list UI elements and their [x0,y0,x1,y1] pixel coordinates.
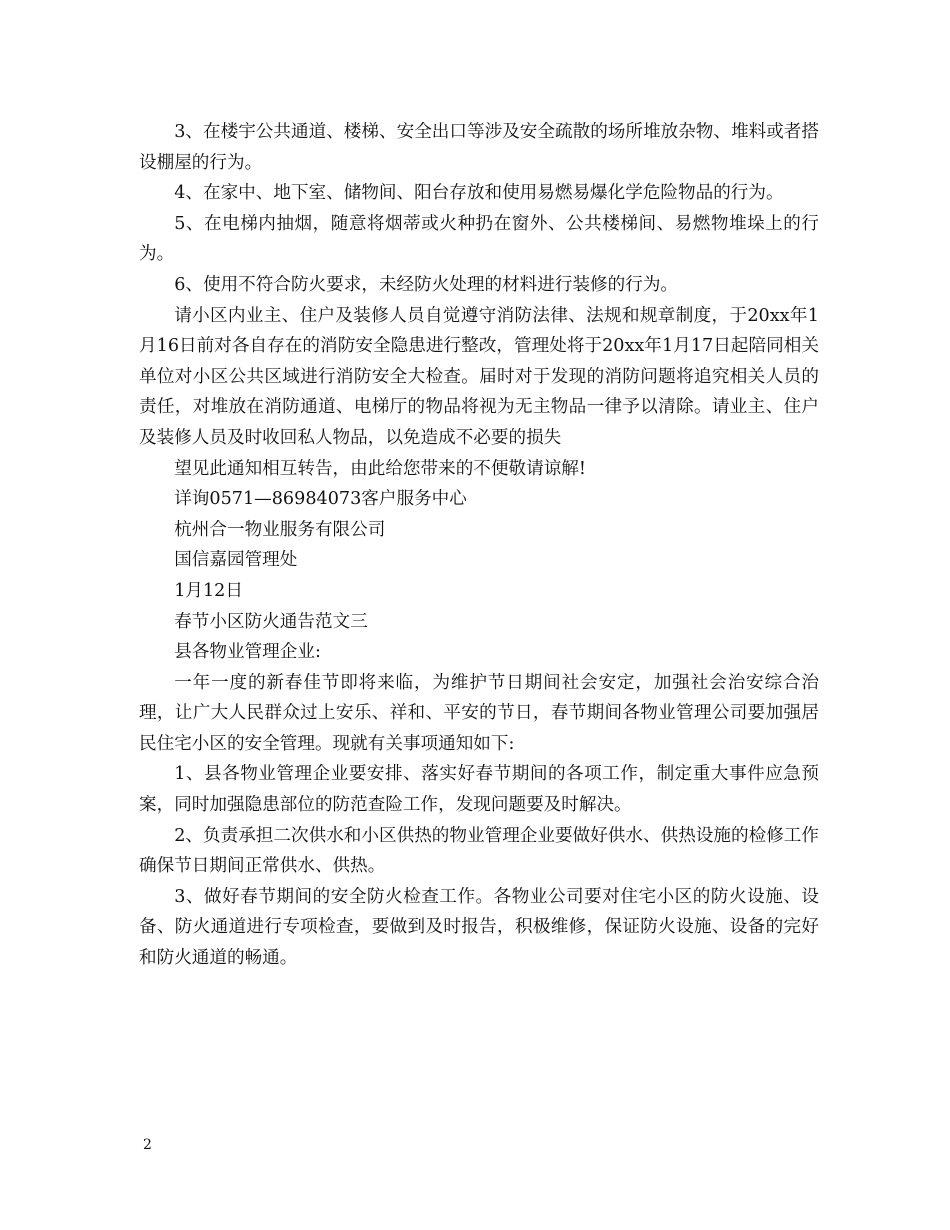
paragraph-item-4: 4、在家中、地下室、储物间、阳台存放和使用易燃易爆化学危险物品的行为。 [174,183,784,204]
office-name: 国信嘉园管理处 [174,550,298,571]
paragraph-intro: 一年一度的新春佳节即将来临，为维护节日期间社会安定，加强社会治安综合治理，让广大人民群众过上安乐、祥和、平安的节日，春节期间各物业管理公司要加强居民住宅小区的安全管理。现就有关事项通知如下: [139,672,819,754]
paragraph-item-2: 2、负责承担二次供水和小区供热的物业管理企业要做好供水、供热设施的检修工作确保节日期间正常供水、供热。 [139,825,819,877]
paragraph-apology: 望见此通知相互转告，由此给您带来的不便敬请谅解! [174,458,586,479]
notice-date: 1月12日 [174,580,243,601]
paragraph-item-3-fire-check: 3、做好春节期间的安全防火检查工作。各物业公司要对住宅小区的防火设施、设备、防火通道进行专项检查，要做到及时报告，积极维修，保证防火设施、设备的完好和防火通道的畅通。 [139,886,819,969]
company-name: 杭州合一物业服务有限公司 [174,519,386,540]
paragraph-item-5: 5、在电梯内抽烟，随意将烟蒂或火种扔在窗外、公共楼梯间、易燃物堆垛上的行为。 [139,213,819,265]
salutation: 县各物业管理企业: [174,642,321,663]
paragraph-item-3: 3、在楼宇公共通道、楼梯、安全出口等涉及安全疏散的场所堆放杂物、堆料或者搭设棚屋的行为。 [139,122,819,173]
paragraph-item-6: 6、使用不符合防火要求，未经防火处理的材料进行装修的行为。 [174,274,679,295]
document-body [139,117,819,974]
page-number: 2 [143,1137,152,1153]
paragraph-item-1: 1、县各物业管理企业要安排、落实好春节期间的各项工作，制定重大事件应急预案，同时加强隐患部位的防范查险工作，发现问题要及时解决。 [139,764,819,816]
section-title: 春节小区防火通告范文三 [174,611,368,632]
paragraph-notice-request: 请小区内业主、住户及装修人员自觉遵守消防法律、法规和规章制度，于20xx年1月16日前对各自存在的消防安全隐患进行整改，管理处将于20xx年1月17日起陪同相关单位对小区公共区域进行消防安全大检查。届时对于发现的消防问题将追究相关人员的责任，对堆放在消防通道、电梯厅的物品将视为无主物品一律予以清除。请业主、住户及装修人员及时收回私人物品，以免造成不必要的损失 [139,305,819,448]
contact-line: 详询0571—86984073客户服务中心 [174,489,467,510]
